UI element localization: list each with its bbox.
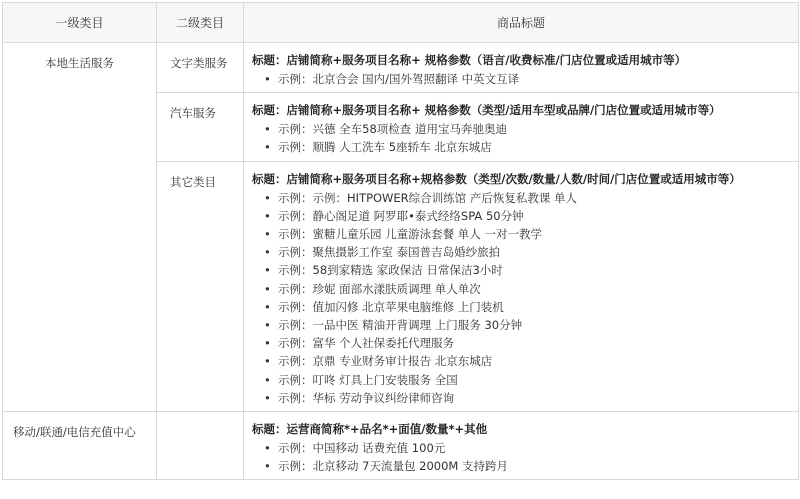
example-item <box>264 138 798 156</box>
example-text: 示例：珍妮 面部水漾肤质调理 单人单次 <box>278 281 481 296</box>
example-text: 示例：蜜糖儿童乐园 儿童游泳套餐 单人 一对一教学 <box>278 227 542 242</box>
title-format-rule: 标题：店铺简称+服务项目名称+ 规格参数（语言/收费标准/门店位置或适用城市等） <box>252 53 687 67</box>
level2-category-cell <box>157 412 244 480</box>
example-text: 示例：京鼎 专业财务审计报告 北京东城店 <box>278 354 493 369</box>
example-item <box>264 439 798 457</box>
bullet-icon: • <box>264 281 271 296</box>
example-text: 示例：聚焦摄影工作室 泰国普吉岛婚纱旅拍 <box>278 245 501 260</box>
example-item <box>264 298 798 316</box>
bullet-icon: • <box>264 299 271 314</box>
bullet-icon: • <box>264 72 271 86</box>
example-text: 示例：顺腾 人工洗车 5座轿车 北京东城店 <box>278 140 492 155</box>
example-item <box>264 280 798 298</box>
example-item <box>264 334 798 352</box>
example-text: 示例：北京合会 国内/国外驾照翻译 中英文互译 <box>278 72 520 86</box>
example-text: 示例：58到家精选 家政保洁 日常保洁3小时 <box>278 263 503 278</box>
bullet-icon: • <box>264 227 271 242</box>
bullet-icon: • <box>264 190 271 205</box>
example-list <box>252 120 798 156</box>
example-item <box>264 120 798 138</box>
example-list <box>252 70 798 88</box>
product-title-cell <box>244 412 799 480</box>
bullet-icon: • <box>264 336 271 351</box>
example-item <box>264 243 798 261</box>
table-body <box>3 43 799 480</box>
bullet-icon: • <box>264 390 271 405</box>
example-text: 示例：北京移动 7天流量包 2000M 支持跨月 <box>278 459 508 474</box>
bullet-icon: • <box>264 140 271 155</box>
category-rules-table-wrapper <box>2 2 798 480</box>
example-text: 示例：静心阁足道 阿罗耶•泰式经络SPA 50分钟 <box>278 208 524 223</box>
example-text: 示例：示例：HITPOWER综合训练馆 产后恢复私教课 单人 <box>278 190 577 205</box>
example-item <box>264 225 798 243</box>
example-item <box>264 352 798 370</box>
header-level1-category: 一级类目 <box>3 3 157 43</box>
table-row <box>3 412 799 480</box>
bullet-icon: • <box>264 318 271 333</box>
example-item <box>264 189 798 207</box>
example-item <box>264 316 798 334</box>
example-text: 示例：一品中医 精油开背调理 上门服务 30分钟 <box>278 318 523 333</box>
bullet-icon: • <box>264 122 271 137</box>
example-text: 示例：兴德 全车58项检查 道用宝马奔驰奥迪 <box>278 122 507 137</box>
title-format-rule: 标题：运营商简称*+品名*+面值/数量*+其他 <box>252 422 488 437</box>
example-item <box>264 457 798 475</box>
table-header <box>3 3 799 43</box>
example-item <box>264 261 798 279</box>
level1-category-cell: 移动/联通/电信充值中心 <box>3 412 157 480</box>
example-item <box>264 207 798 225</box>
example-item <box>264 371 798 389</box>
bullet-icon: • <box>264 354 271 369</box>
bullet-icon: • <box>264 441 271 456</box>
level2-category-cell: 其它类目 <box>157 161 244 411</box>
example-item <box>264 389 798 407</box>
bullet-icon: • <box>264 208 271 223</box>
title-format-rule: 标题：店铺简称+服务项目名称+规格参数（类型/次数/数量/人数/时间/门店位置或适用城市等） <box>252 171 741 186</box>
product-title-cell <box>244 161 799 411</box>
example-text: 示例：中国移动 话费充值 100元 <box>278 441 446 456</box>
bullet-icon: • <box>264 459 271 474</box>
example-list <box>252 439 798 475</box>
category-rules-table <box>2 2 799 480</box>
product-title-cell <box>244 93 799 161</box>
product-title-cell <box>244 43 799 93</box>
level2-category-cell: 汽车服务 <box>157 93 244 161</box>
example-text: 示例：富华 个人社保委托代理服务 <box>278 336 455 351</box>
example-text: 示例：叮咚 灯具上门安装服务 全国 <box>278 372 458 387</box>
example-list <box>252 189 798 407</box>
bullet-icon: • <box>264 245 271 260</box>
level2-category-cell: 文字类服务 <box>157 43 244 93</box>
header-level2-category: 二级类目 <box>157 3 244 43</box>
example-text: 示例：值加闪修 北京苹果电脑维修 上门装机 <box>278 299 504 314</box>
title-format-rule: 标题：店铺简称+服务项目名称+ 规格参数（类型/适用车型或品牌/门店位置或适用城市等） <box>252 103 721 118</box>
table-row <box>3 43 799 93</box>
example-item <box>264 70 798 88</box>
example-text: 示例：华标 劳动争议纠纷律师咨询 <box>278 390 455 405</box>
header-row <box>3 3 799 43</box>
level1-category-cell: 本地生活服务 <box>3 43 157 412</box>
bullet-icon: • <box>264 263 271 278</box>
bullet-icon: • <box>264 372 271 387</box>
header-product-title: 商品标题 <box>244 3 799 43</box>
